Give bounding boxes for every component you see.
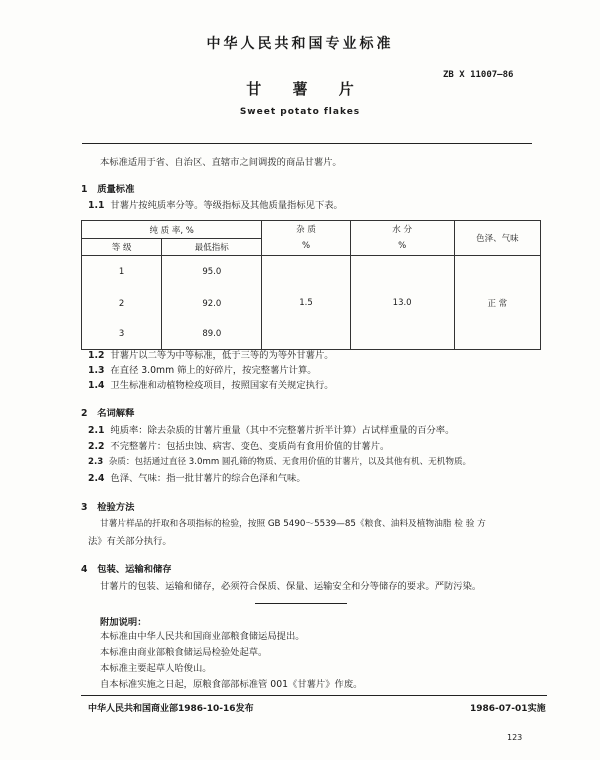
effective-date: 1986-07-01实施 [470,704,546,714]
clause-2-3 [88,456,471,469]
clause-text: 纯质率：除去杂质的甘薯片重量（其中不完整薯片折半计算）占试样重量的百分率。 [110,425,455,436]
clause-number: 1.1 [88,200,105,211]
section-2-heading [81,405,134,419]
standard-category-title: 中华人民共和国专业标准 [206,36,394,52]
impurity-unit: % [301,241,311,251]
table-header-grade: 等 级 [82,239,162,256]
clause-number: 2.2 [88,441,105,452]
min-cell: 89.0 [162,320,262,350]
min-cell: 92.0 [162,288,262,320]
page-number: 123 [507,733,523,742]
section-3-heading [81,499,134,513]
section-1-heading [81,181,134,195]
clause-text: 甘薯片按纯质率分等。等级指标及其他质量指标见下表。 [110,200,343,211]
notes-divider [255,603,347,604]
moisture-label: 水 分 [392,225,412,235]
section-2-title: 名词解释 [97,408,135,419]
min-cell: 95.0 [162,256,262,288]
document-title: 甘 薯 片 [246,80,367,98]
color-value: 正 常 [454,256,540,350]
clause-number: 1.2 [88,350,105,361]
header-divider [82,143,532,144]
clause-number: 2.1 [88,425,105,436]
grade-cell: 3 [82,320,162,350]
section-3-line-2: 法》有关部分执行。 [88,536,172,547]
notes-line: 本标准主要起草人哈俊山。 [100,663,212,674]
intro-paragraph: 本标准适用于省、自治区、直辖市之间调拨的商品甘薯片。 [100,157,342,168]
impurity-value: 1.5 [262,256,350,350]
clause-2-2 [88,440,389,453]
clause-number: 1.3 [88,365,105,376]
notes-line: 本标准由中华人民共和国商业部粮食储运局提出。 [100,631,305,642]
clause-text: 卫生标准和动植物检疫项目，按照国家有关规定执行。 [110,380,334,391]
grade-cell: 2 [82,288,162,320]
standard-code: ZB X 11007—86 [443,70,514,80]
impurity-label: 杂 质 [296,225,316,235]
clause-text: 甘薯片以二等为中等标准，低于三等的为等外甘薯片。 [110,350,334,361]
clause-text: 在直径 3.0mm 筛上的好碎片，按完整薯片计算。 [110,365,317,376]
notes-line: 自本标准实施之日起，原粮食部部标准管 001《甘薯片》作废。 [100,679,363,690]
table-header-min: 最低指标 [162,239,262,256]
clause-number: 2.3 [88,457,104,467]
section-3-line-1: 甘薯片样品的扦取和各项指标的检验，按照 GB 5490～5539—85《粮食、油料及植物油脂 检 验 方 [100,519,486,529]
clause-2-4 [88,472,306,485]
clause-1-4 [88,379,334,392]
clause-text: 色泽、气味：指一批甘薯片的综合色泽和气味。 [110,473,306,484]
section-1-number: 1 [81,184,88,195]
table-header-moisture [350,221,454,256]
moisture-value: 13.0 [350,256,454,350]
section-4-heading [81,561,172,575]
clause-1-3 [88,364,317,377]
section-4-text: 甘薯片的包装、运输和储存，必须符合保质、保量、运输安全和分等储存的要求。严防污染。 [100,581,482,592]
clause-1-2 [88,349,334,362]
table-row [82,256,541,288]
footer-divider [81,695,547,696]
issue-date: 中华人民共和国商业部1986-10-16发布 [88,704,254,714]
clause-text: 不完整薯片：包括虫蚀、病害、变色、变质尚有食用价值的甘薯片。 [110,441,390,452]
section-1-title: 质量标准 [97,184,135,195]
table-header-color: 色泽、气味 [454,221,540,256]
quality-table [81,220,541,350]
clause-number: 2.4 [88,473,105,484]
grade-cell: 1 [82,256,162,288]
moisture-unit: % [398,241,407,251]
section-3-number: 3 [81,502,88,513]
clause-number: 1.4 [88,380,105,391]
document-subtitle: Sweet potato flakes [239,107,361,117]
clause-2-1 [88,424,454,437]
notes-line: 本标准由商业部粮食储运局检验处起草。 [100,647,268,658]
clause-text: 杂质：包括通过直径 3.0mm 圆孔筛的物质、无食用价值的甘薯片，以及其他有机、无机物质。 [108,457,472,467]
section-2-number: 2 [81,408,88,419]
table-header-purity: 纯 质 率, % [82,221,262,239]
clause-1-1 [88,199,343,212]
table-header-impurity [262,221,350,256]
section-4-number: 4 [81,564,88,575]
notes-title: 附加说明： [100,617,147,628]
section-3-title: 检验方法 [97,502,135,513]
section-4-title: 包装、运输和储存 [97,564,172,575]
